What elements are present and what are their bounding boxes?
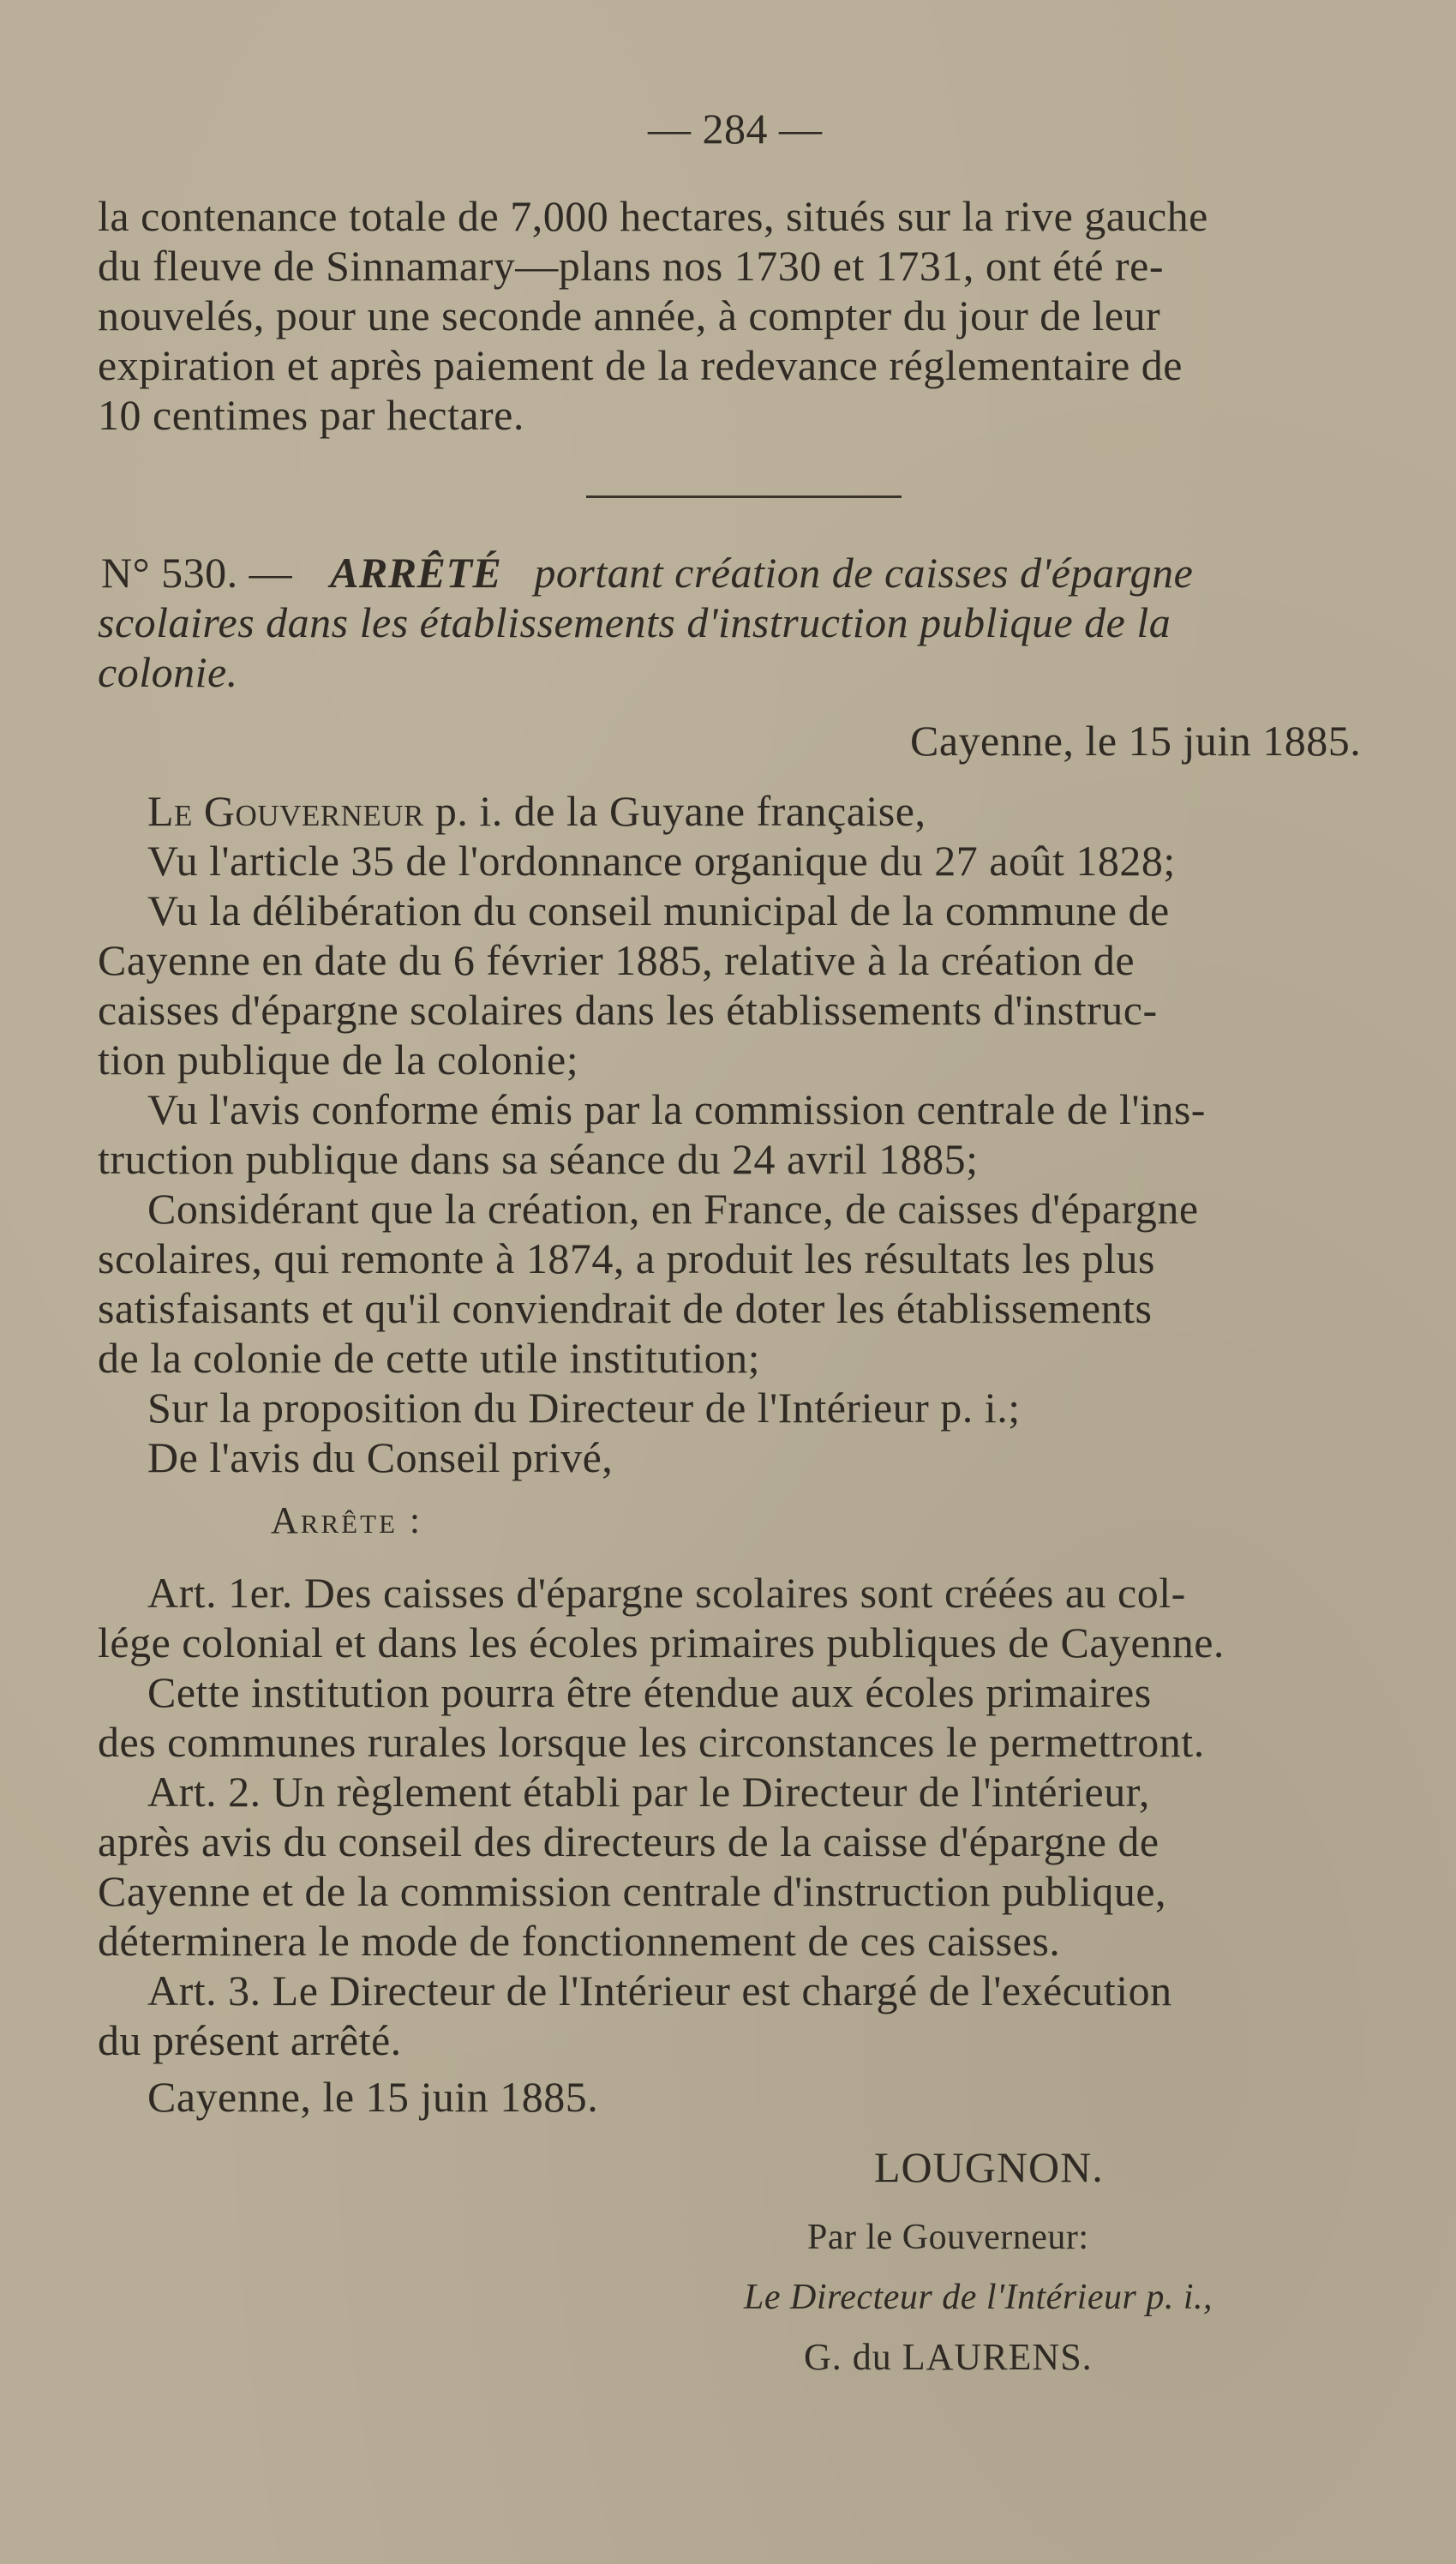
signatory-name: LOUGNON. bbox=[874, 2143, 1104, 2191]
separator-rule bbox=[586, 495, 902, 498]
closing-date: Cayenne, le 15 juin 1885. bbox=[147, 2073, 599, 2121]
article-line: déterminera le mode de fonctionnement de ces caisses. bbox=[98, 1917, 1061, 1965]
heading-line-2: scolaires dans les établissements d'instruction publique de la bbox=[98, 598, 1171, 646]
article-line: Art. 1er. Des caisses d'épargne scolaires sont créées au col- bbox=[147, 1569, 1186, 1617]
text-line: tion publique de la colonie; bbox=[98, 1036, 579, 1084]
text-line: Vu l'article 35 de l'ordonnance organique du 27 août 1828; bbox=[147, 837, 1176, 885]
text-line: Considérant que la création, en France, de caisses d'épargne bbox=[147, 1185, 1199, 1233]
decree-type: ARRÊTÉ bbox=[330, 549, 502, 597]
governor-title: Le Gouverneur bbox=[147, 787, 424, 835]
date-line: Cayenne, le 15 juin 1885. bbox=[910, 717, 1362, 765]
arrete-label: Arrête : bbox=[271, 1499, 423, 1541]
heading-line-1 bbox=[101, 549, 1193, 597]
text-line: satisfaisants et qu'il conviendrait de doter les établissements bbox=[98, 1284, 1153, 1332]
text-line: nouvelés, pour une seconde année, à compter du jour de leur bbox=[98, 291, 1161, 339]
text-line: du fleuve de Sinnamary—plans nos 1730 et 1731, ont été re- bbox=[98, 242, 1164, 290]
page-number: — 284 — bbox=[648, 105, 823, 153]
article-line: Art. 2. Un règlement établi par le Directeur de l'intérieur, bbox=[147, 1768, 1150, 1816]
text-line: truction publique dans sa séance du 24 avril 1885; bbox=[98, 1135, 979, 1183]
text-line: 10 centimes par hectare. bbox=[98, 391, 524, 439]
text-line: scolaires, qui remonte à 1874, a produit les résultats les plus bbox=[98, 1234, 1156, 1282]
governor-rest: p. i. de la Guyane française, bbox=[434, 787, 926, 835]
article-line: des communes rurales lorsque les circonstances le permettront. bbox=[98, 1718, 1205, 1766]
text-line: caisses d'épargne scolaires dans les établissements d'instruc- bbox=[98, 986, 1158, 1034]
text-line: expiration et après paiement de la redevance réglementaire de bbox=[98, 341, 1183, 389]
heading-line-3: colonie. bbox=[98, 648, 238, 696]
text-line: Sur la proposition du Directeur de l'Intérieur p. i.; bbox=[147, 1384, 1021, 1432]
decree-title: portant création de caisses d'épargne bbox=[534, 549, 1194, 597]
signature-director: G. du LAURENS. bbox=[804, 2336, 1093, 2378]
text-line: de la colonie de cette utile institution; bbox=[98, 1334, 761, 1382]
text-line: De l'avis du Conseil privé, bbox=[147, 1433, 614, 1481]
text-line: Vu l'avis conforme émis par la commission centrale de l'ins- bbox=[147, 1085, 1206, 1133]
article-line: Cette institution pourra être étendue aux écoles primaires bbox=[147, 1668, 1152, 1716]
decree-number: N° 530. — bbox=[101, 549, 293, 597]
article-line: lége colonial et dans les écoles primaires publiques de Cayenne. bbox=[98, 1618, 1225, 1666]
governor-line bbox=[147, 787, 926, 835]
text-line: Cayenne en date du 6 février 1885, relative à la création de bbox=[98, 936, 1135, 984]
signature-role: Le Directeur de l'Intérieur p. i., bbox=[744, 2278, 1213, 2317]
article-line: après avis du conseil des directeurs de la caisse d'épargne de bbox=[98, 1817, 1159, 1865]
signature-by: Par le Gouverneur: bbox=[807, 2218, 1089, 2257]
text-line: la contenance totale de 7,000 hectares, situés sur la rive gauche bbox=[98, 192, 1208, 240]
article-line: Art. 3. Le Directeur de l'Intérieur est chargé de l'exécution bbox=[147, 1967, 1172, 2015]
article-line: du présent arrêté. bbox=[98, 2016, 402, 2064]
text-line: Vu la délibération du conseil municipal de la commune de bbox=[147, 886, 1170, 934]
article-line: Cayenne et de la commission centrale d'instruction publique, bbox=[98, 1867, 1167, 1915]
